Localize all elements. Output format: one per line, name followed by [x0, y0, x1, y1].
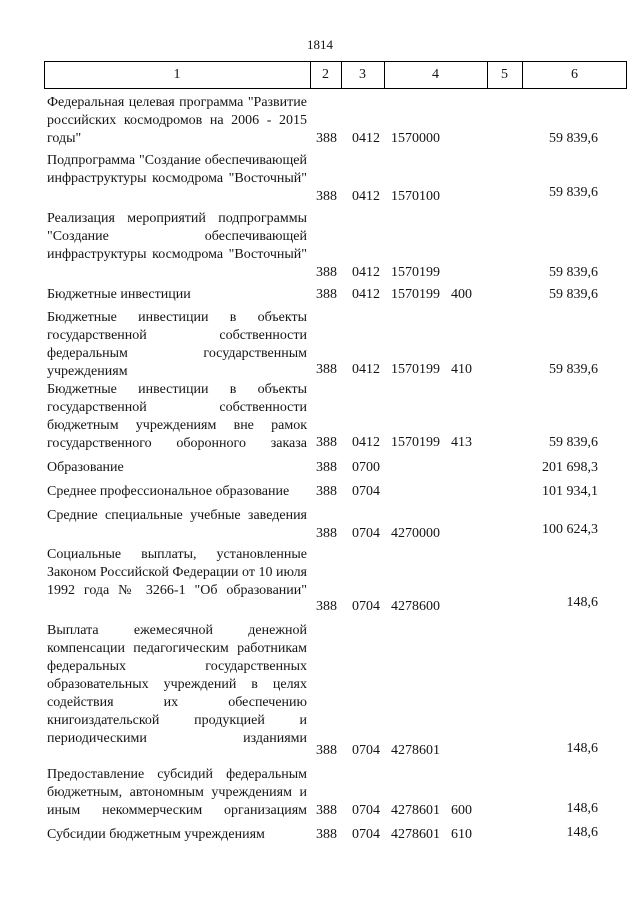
row-col-3: 0700: [352, 460, 380, 475]
row-name: Предоставление субсидий федеральным бюджетным, автономным учреждениям и иным некоммерческим организациям: [47, 767, 307, 818]
row-col-4: 1570199: [391, 265, 440, 280]
row-name: Образование: [47, 460, 124, 475]
row-col-3: 0704: [352, 526, 380, 541]
row-name: Реализация мероприятий подпрограммы "Создание обеспечивающей инфраструктуры космодрома "Восточный": [47, 211, 307, 262]
row-name: Федеральная целевая программа "Развитие российских космодромов на 2006 - 2015 годы": [47, 95, 307, 146]
row-col-3: 0412: [352, 435, 380, 450]
row-col-2: 388: [316, 460, 337, 475]
row-col-5: 413: [451, 435, 472, 450]
row-col-4: 4278601: [391, 827, 440, 842]
row-name: Подпрограмма "Создание обеспечивающей инфраструктуры космодрома "Восточный": [47, 153, 307, 186]
row-col-6: 148,6: [566, 595, 598, 610]
row-name: Бюджетные инвестиции в объекты государственной собственности бюджетным учреждениям вне рамок государственного оборонного заказа: [47, 382, 307, 451]
row-col-6: 148,6: [566, 801, 598, 816]
row-col-6: 59 839,6: [549, 435, 598, 450]
row-col-6: 59 839,6: [549, 265, 598, 280]
page-number: 1814: [307, 37, 333, 52]
row-col-2: 388: [316, 599, 337, 614]
row-col-5: 610: [451, 827, 472, 842]
row-name: Бюджетные инвестиции в объекты государственной собственности федеральным государственным учреждениям: [47, 310, 307, 379]
row-col-5: 410: [451, 362, 472, 377]
row-col-3: 0704: [352, 599, 380, 614]
row-col-3: 0704: [352, 803, 380, 818]
row-name: Средние специальные учебные заведения: [47, 508, 307, 523]
row-col-4: 1570000: [391, 131, 440, 146]
row-col-2: 388: [316, 827, 337, 842]
header-col-3: 3: [359, 67, 366, 82]
header-col-6: 6: [571, 67, 578, 82]
row-col-2: 388: [316, 265, 337, 280]
row-col-6: 201 698,3: [542, 460, 598, 475]
row-col-6: 59 839,6: [549, 362, 598, 377]
row-col-6: 59 839,6: [549, 287, 598, 302]
row-col-2: 388: [316, 743, 337, 758]
row-col-3: 0704: [352, 484, 380, 499]
row-col-2: 388: [316, 526, 337, 541]
row-name: Социальные выплаты, установленные Законом Российской Федерации от 10 июля 1992 года № 3266-1 "Об образовании": [47, 547, 307, 598]
row-col-3: 0412: [352, 265, 380, 280]
row-col-6: 148,6: [566, 741, 598, 756]
row-col-3: 0412: [352, 189, 380, 204]
row-col-4: 4278601: [391, 803, 440, 818]
row-col-6: 100 624,3: [542, 522, 598, 537]
header-col-1: 1: [173, 67, 181, 82]
row-col-4: 4270000: [391, 526, 440, 541]
header-col-2: 2: [322, 67, 329, 82]
row-col-2: 388: [316, 484, 337, 499]
row-col-2: 388: [316, 287, 337, 302]
row-name: Субсидии бюджетным учреждениям: [47, 827, 265, 842]
row-col-4: 4278600: [391, 599, 440, 614]
row-name: Бюджетные инвестиции: [47, 287, 191, 302]
row-name: Выплата ежемесячной денежной компенсации педагогическим работникам федеральных государственных образовательных учреждений в целях содействия их обеспечению книгоиздательской продукцией и периодическими изданиями: [47, 623, 307, 746]
row-col-6: 59 839,6: [549, 131, 598, 146]
row-col-5: 400: [451, 287, 472, 302]
row-col-3: 0412: [352, 131, 380, 146]
row-col-2: 388: [316, 362, 337, 377]
row-col-2: 388: [316, 435, 337, 450]
row-col-4: 1570199: [391, 362, 440, 377]
header-col-4: 4: [432, 67, 439, 82]
row-col-2: 388: [316, 803, 337, 818]
row-col-6: 101 934,1: [542, 484, 598, 499]
row-col-5: 600: [451, 803, 472, 818]
row-col-2: 388: [316, 189, 337, 204]
row-col-4: 1570100: [391, 189, 440, 204]
row-col-4: 1570199: [391, 435, 440, 450]
row-col-6: 59 839,6: [549, 185, 598, 200]
row-col-4: 1570199: [391, 287, 440, 302]
row-col-2: 388: [316, 131, 337, 146]
row-col-6: 148,6: [566, 825, 598, 840]
row-col-3: 0704: [352, 827, 380, 842]
row-col-3: 0412: [352, 287, 380, 302]
row-col-4: 4278601: [391, 743, 440, 758]
row-col-3: 0412: [352, 362, 380, 377]
row-name: Среднее профессиональное образование: [47, 484, 290, 499]
header-col-5: 5: [501, 67, 508, 82]
row-col-3: 0704: [352, 743, 380, 758]
